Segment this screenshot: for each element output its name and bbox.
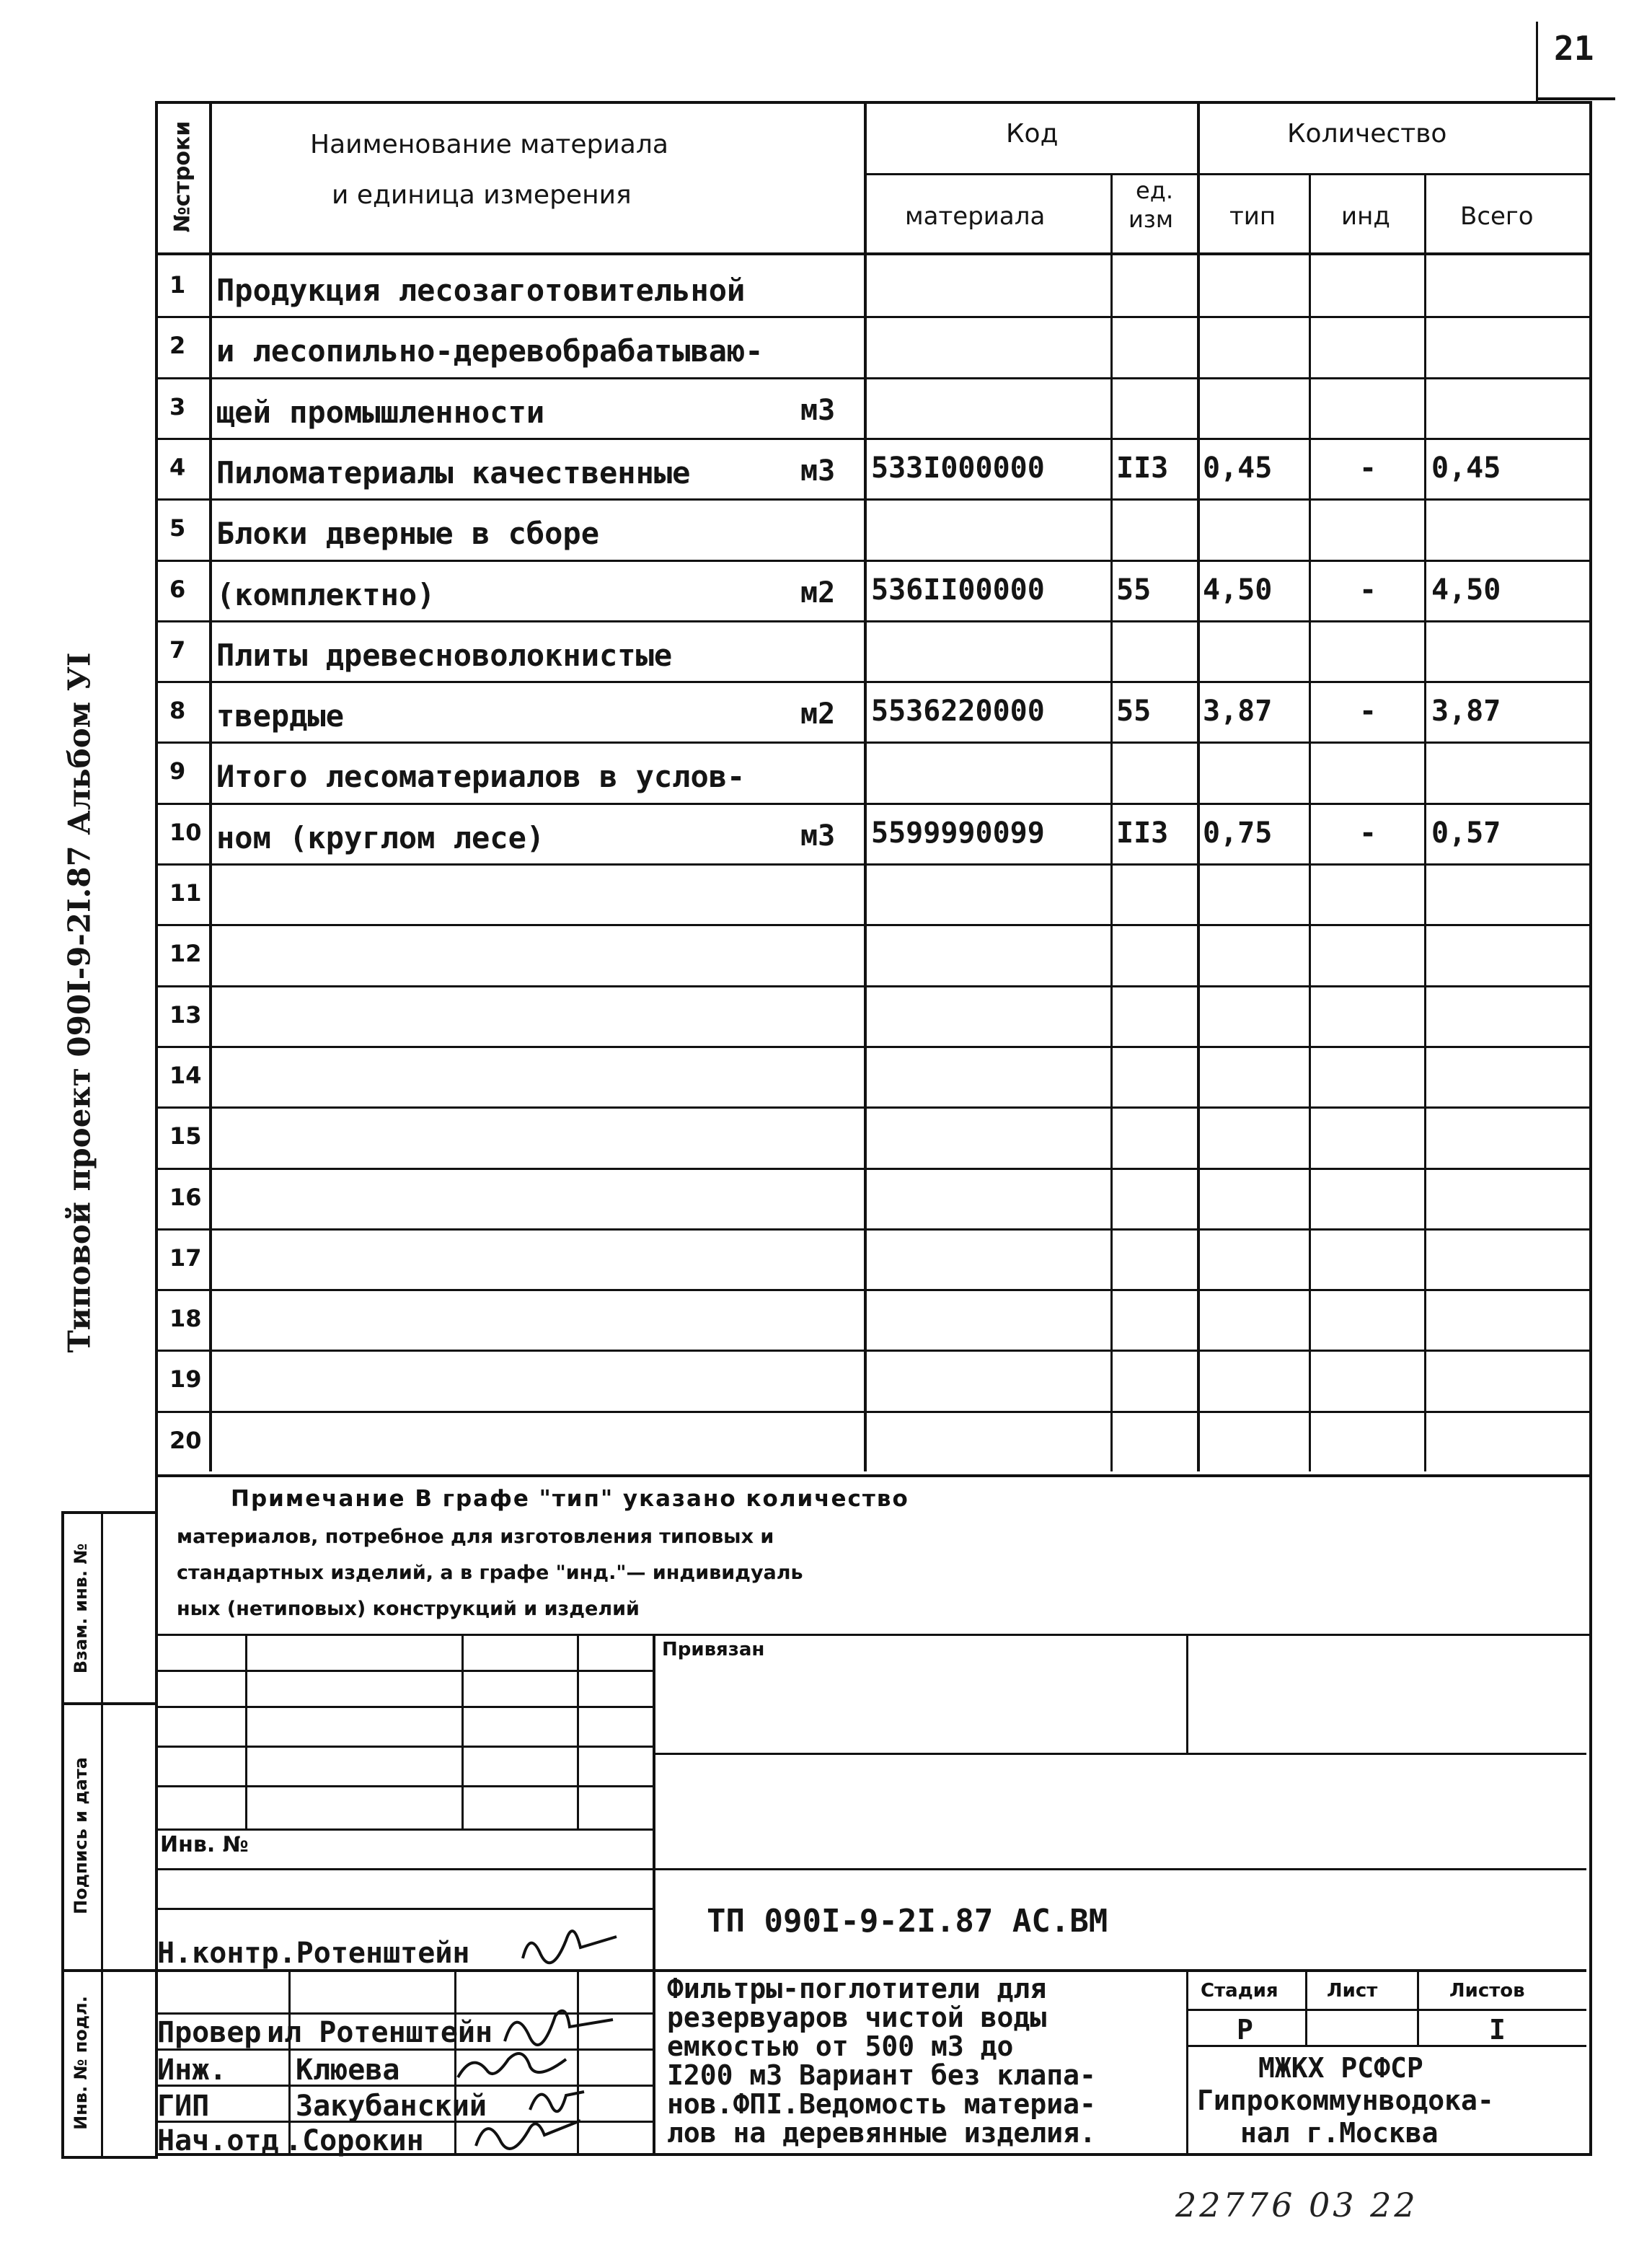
note-line3: стандартных изделий, а в графе "инд."— индивидуаль xyxy=(177,1562,803,1584)
unit-label: м2 xyxy=(800,697,836,731)
qty-total: 0,57 xyxy=(1431,816,1501,850)
unit-label: м3 xyxy=(800,819,836,853)
note-line4: ных (нетиповых) конструкций и изделий xyxy=(177,1598,640,1620)
note-line1: Примечание В графе "тип" указано количество xyxy=(231,1486,909,1512)
row-number: 13 xyxy=(169,1000,202,1029)
header-bottom-rule xyxy=(155,252,1589,255)
row-number: 10 xyxy=(169,818,202,846)
row-rule xyxy=(155,377,1589,379)
row-rule xyxy=(155,438,1589,440)
row-rule xyxy=(155,924,1589,926)
n-kontr: Н.контр.Ротенштейн xyxy=(157,1937,470,1970)
material-name: ном (круглом лесе) xyxy=(216,819,545,855)
privyazan-label: Привязан xyxy=(662,1639,765,1660)
row-number: 1 xyxy=(169,271,186,299)
row-number: 2 xyxy=(169,332,186,360)
material-name: твердые xyxy=(216,698,345,734)
page-number-frame-h xyxy=(1536,97,1615,100)
row-number: 12 xyxy=(169,940,202,968)
material-code: 533I000000 xyxy=(871,451,1045,485)
material-name: Продукция лесозаготовительной xyxy=(216,273,746,308)
qty-type: 0,75 xyxy=(1203,816,1273,850)
row-rule xyxy=(155,1046,1589,1048)
stamp-sign-v2 xyxy=(454,1969,456,2153)
org-line3: нал г.Москва xyxy=(1240,2117,1439,2149)
page-number-frame-v xyxy=(1536,22,1538,101)
header-code: Код xyxy=(1006,119,1059,149)
header-name-line1: Наименование материала xyxy=(310,130,668,159)
role-3-name: Закубанский xyxy=(296,2090,487,2123)
row-rule xyxy=(155,1411,1589,1413)
description-line6: лов на деревянные изделия. xyxy=(667,2117,1096,2149)
description-line2: резервуаров чистой воды xyxy=(667,2002,1047,2033)
unit-label: м3 xyxy=(800,393,836,427)
stamp-grid-h6 xyxy=(155,1868,653,1870)
role-2-name: Клюева xyxy=(296,2054,400,2087)
qty-ind: - xyxy=(1359,695,1377,729)
row-rule xyxy=(155,681,1589,683)
material-name: и лесопильно-деревобрабатываю- xyxy=(216,333,764,369)
material-name: Итого лесоматериалов в услов- xyxy=(216,759,746,795)
row-rule xyxy=(155,560,1589,562)
stamp-right-h2 xyxy=(653,1868,1586,1870)
material-name: (комплектно) xyxy=(216,576,436,612)
row-number: 19 xyxy=(169,1365,202,1394)
header-row-no: №строки xyxy=(169,120,195,233)
stamp-grid-h4 xyxy=(155,1785,653,1787)
material-code: 536II00000 xyxy=(871,573,1045,607)
role-4-name: .Сорокин xyxy=(285,2124,424,2157)
org-line2: Гипрокоммунводока- xyxy=(1197,2085,1494,2116)
role-1: Провер xyxy=(157,2016,262,2049)
qty-type: 4,50 xyxy=(1203,573,1273,607)
description-line4: I200 м3 Вариант без клапа- xyxy=(667,2059,1096,2091)
stamp-privyazan-divider xyxy=(1186,1634,1188,1753)
stamp-grid-v3 xyxy=(577,1634,579,1828)
row-number: 15 xyxy=(169,1122,202,1150)
stamp-right-h1 xyxy=(653,1753,1586,1755)
row-number: 18 xyxy=(169,1305,202,1333)
row-rule xyxy=(155,1168,1589,1170)
header-qty-ind: инд xyxy=(1341,202,1390,231)
header-mid-rule xyxy=(865,173,1589,175)
header-qty-total: Всего xyxy=(1460,202,1534,231)
material-name: Пиломатериалы качественные xyxy=(216,454,691,490)
row-number: 16 xyxy=(169,1183,202,1211)
material-name: Блоки дверные в сборе xyxy=(216,516,600,552)
qty-type: 0,45 xyxy=(1203,451,1273,485)
role-2: Инж. xyxy=(157,2054,227,2087)
stamp-stage-v2 xyxy=(1417,1969,1419,2045)
row-number: 6 xyxy=(169,575,186,603)
stamp-grid-h2 xyxy=(155,1706,653,1708)
unit-label: м3 xyxy=(800,454,836,488)
description-line1: Фильтры-поглотители для xyxy=(667,1973,1047,2004)
row-number: 11 xyxy=(169,879,202,907)
row-number: 20 xyxy=(169,1426,202,1454)
side-strip-rule-1 xyxy=(61,1702,155,1705)
header-code-material: материала xyxy=(905,202,1046,231)
qty-total: 4,50 xyxy=(1431,573,1501,607)
stamp-stage-h1 xyxy=(1186,2009,1586,2011)
role-4: Нач.отд xyxy=(157,2124,279,2157)
row-number: 14 xyxy=(169,1061,202,1089)
row-rule xyxy=(155,863,1589,866)
header-unit-line2: изм xyxy=(1128,206,1173,233)
sheets-label: Листов xyxy=(1449,1980,1525,2002)
stamp-grid-v1 xyxy=(245,1634,247,1828)
row-rule xyxy=(155,1350,1589,1352)
row-rule xyxy=(155,1228,1589,1231)
stamp-sign-h1 xyxy=(155,2012,653,2015)
row-rule xyxy=(155,498,1589,501)
side-label-vzam: Взам. инв. № xyxy=(71,1543,91,1674)
material-name: Плиты древесноволокнистые xyxy=(216,637,673,673)
row-number: 9 xyxy=(169,757,186,785)
doc-code: ТП 090I-9-2I.87 АС.ВМ xyxy=(707,1903,1108,1940)
stamp-grid-h1 xyxy=(155,1670,653,1672)
org-line1: МЖКХ РСФСР xyxy=(1258,2052,1423,2084)
description-line3: емкостью от 500 м3 до xyxy=(667,2030,1014,2062)
stamp-grid-h3 xyxy=(155,1746,653,1748)
col-line-uom xyxy=(1110,173,1113,1471)
stamp-right-h3 xyxy=(653,1969,1586,1972)
row-rule xyxy=(155,803,1589,805)
header-quantity: Количество xyxy=(1287,119,1447,149)
stamp-grid-h5 xyxy=(155,1828,653,1831)
stamp-grid-v2 xyxy=(461,1634,464,1828)
page-number: 21 xyxy=(1554,29,1594,68)
material-code: 5536220000 xyxy=(871,695,1045,729)
qty-ind: - xyxy=(1359,816,1377,850)
description-line5: нов.ФПI.Ведомость материа- xyxy=(667,2088,1096,2120)
row-number: 8 xyxy=(169,697,186,725)
unit-code: 55 xyxy=(1116,573,1152,607)
stamp-org-divider xyxy=(1186,1969,1188,2153)
col-line-no xyxy=(209,101,212,1471)
stage-label: Стадия xyxy=(1201,1980,1278,2002)
sheet-label: Лист xyxy=(1327,1980,1378,2002)
inv-no-label: Инв. № xyxy=(160,1832,249,1857)
unit-code: 55 xyxy=(1116,695,1152,729)
note-line2: материалов, потребное для изготовления типовых и xyxy=(177,1526,774,1548)
qty-total: 0,45 xyxy=(1431,451,1501,485)
qty-type: 3,87 xyxy=(1203,695,1273,729)
row-rule xyxy=(155,985,1589,987)
row-number: 4 xyxy=(169,453,186,481)
row-number: 3 xyxy=(169,392,186,421)
col-line-qty xyxy=(1197,101,1200,1471)
row-number: 17 xyxy=(169,1244,202,1272)
row-rule xyxy=(155,1106,1589,1109)
stamp-stage-v1 xyxy=(1305,1969,1307,2045)
qty-ind: - xyxy=(1359,451,1377,485)
stamp-grid-h7 xyxy=(155,1908,653,1910)
header-qty-type: тип xyxy=(1229,202,1276,231)
row-rule xyxy=(155,316,1589,318)
unit-code: II3 xyxy=(1116,451,1169,485)
row-rule xyxy=(155,1289,1589,1291)
vertical-title: Типовой проект 090I-9-2I.87 Альбом УI xyxy=(61,652,97,1353)
qty-total: 3,87 xyxy=(1431,695,1501,729)
stamp-sign-h3 xyxy=(155,2085,653,2087)
unit-code: II3 xyxy=(1116,816,1169,850)
stamp-sign-v3 xyxy=(577,1969,579,2153)
col-line-ind xyxy=(1309,173,1311,1471)
stage-value: Р xyxy=(1237,2014,1253,2046)
role-3: ГИП xyxy=(157,2090,210,2123)
role-1-name: ил Ротенштейн xyxy=(267,2016,493,2049)
material-code: 5599990099 xyxy=(871,816,1045,850)
footer-number: 22776 03 22 xyxy=(1175,2186,1418,2224)
header-name-line2: и единица измерения xyxy=(332,180,632,210)
row-number: 5 xyxy=(169,514,186,542)
side-label-inv: Инв. № подл. xyxy=(71,1996,91,2130)
side-strip-divider xyxy=(101,1511,103,2156)
row-rule xyxy=(155,620,1589,622)
col-line-code xyxy=(864,101,867,1471)
row-number: 7 xyxy=(169,635,186,664)
row-rule xyxy=(155,741,1589,744)
stamp-grid-v4 xyxy=(653,1634,655,2153)
side-label-podpis: Подпись и дата xyxy=(71,1757,91,1914)
col-line-total xyxy=(1424,173,1426,1471)
side-strip-rule-2 xyxy=(61,1969,155,1972)
material-name: щей промышленности xyxy=(216,394,545,430)
header-unit-line1: ед. xyxy=(1136,177,1173,204)
unit-label: м2 xyxy=(800,576,836,609)
sheets-value: I xyxy=(1489,2014,1506,2046)
qty-ind: - xyxy=(1359,573,1377,607)
